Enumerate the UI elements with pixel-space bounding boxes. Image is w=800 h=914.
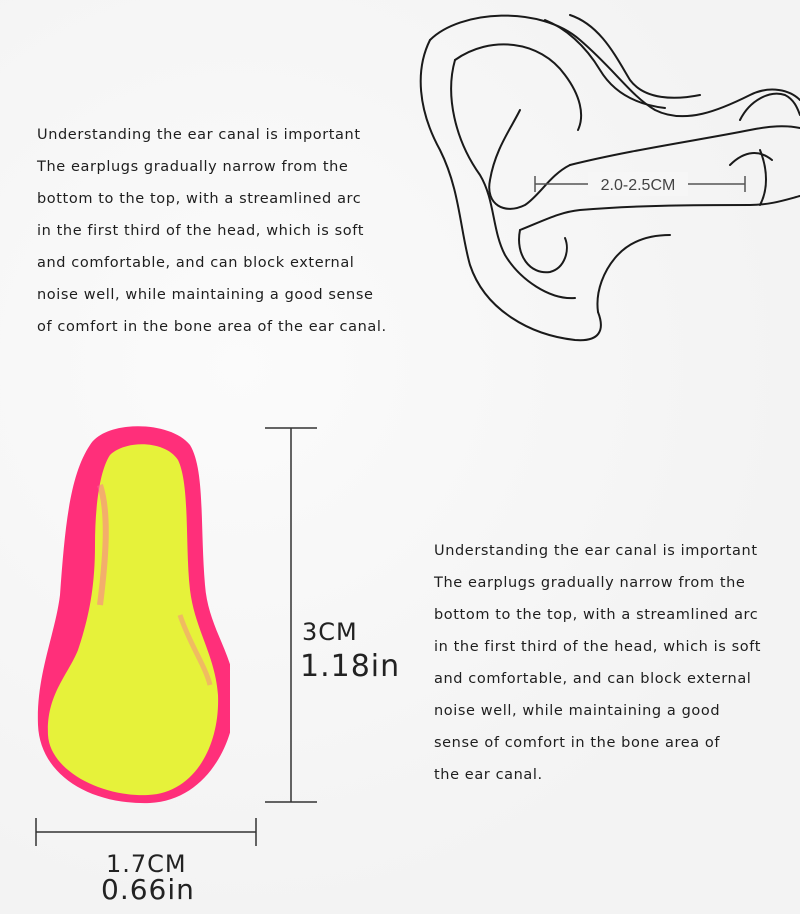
description-line: and comfortable, and can block external (37, 255, 355, 271)
height-dimension-line (255, 420, 325, 810)
earplug-image (30, 415, 230, 815)
width-cm-label: 1.7CM (106, 850, 187, 878)
description-line: and comfortable, and can block external (434, 671, 752, 687)
canal-measure-label: 2.0-2.5CM (600, 177, 676, 194)
description-line: bottom to the top, with a streamlined arc (434, 607, 759, 623)
description-line: bottom to the top, with a streamlined arc (37, 191, 362, 207)
description-line: in the first third of the head, which is soft (37, 223, 365, 239)
description-line: in the first third of the head, which is soft (434, 639, 762, 655)
height-in-label: 1.18in (300, 649, 401, 684)
height-cm-label: 3CM (302, 618, 358, 646)
description-line: noise well, while maintaining a good (434, 703, 721, 719)
description-line: The earplugs gradually narrow from the (434, 575, 746, 591)
ear-canal-diagram (400, 0, 800, 360)
width-dimension-line (32, 812, 262, 852)
width-in-label: 0.66in (101, 873, 195, 906)
description-line: of comfort in the bone area of the ear canal. (37, 319, 387, 335)
description-line: Understanding the ear canal is important (434, 543, 758, 559)
description-line: sense of comfort in the bone area of (434, 735, 721, 751)
description-line: Understanding the ear canal is important (37, 127, 361, 143)
description-line: noise well, while maintaining a good sense (37, 287, 374, 303)
description-line: the ear canal. (434, 767, 543, 783)
description-line: The earplugs gradually narrow from the (37, 159, 349, 175)
